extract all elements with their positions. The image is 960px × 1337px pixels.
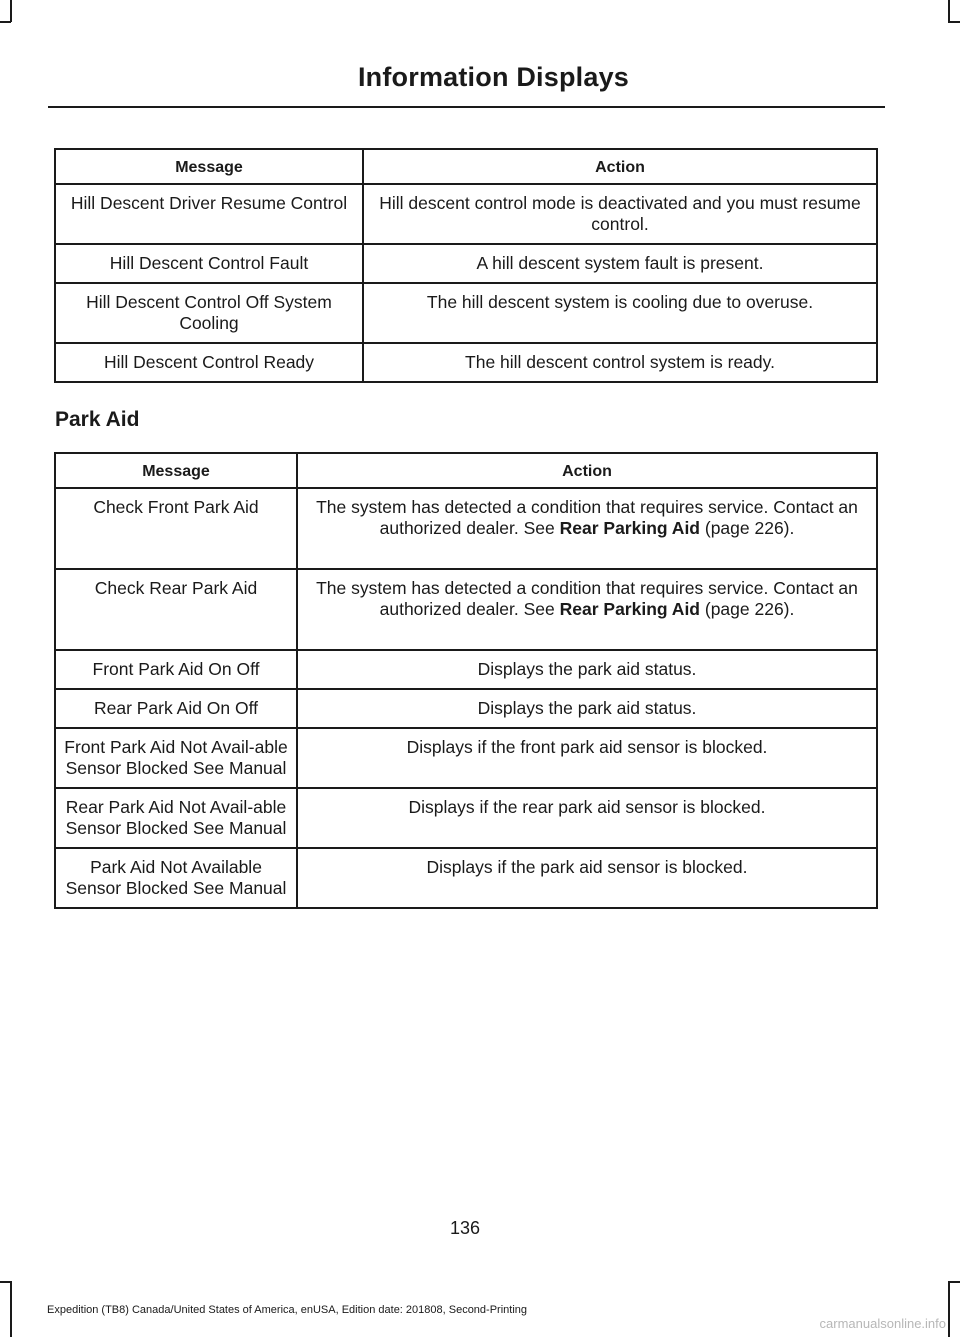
- table-row: [55, 488, 877, 569]
- message-cell: Front Park Aid Not Avail-able Sensor Blocked See Manual: [55, 728, 297, 788]
- rear-parking-aid-link[interactable]: Rear Parking Aid: [559, 518, 700, 538]
- action-cell: Displays the park aid status.: [297, 689, 877, 728]
- table-row: [55, 184, 877, 244]
- message-cell: Front Park Aid On Off: [55, 650, 297, 689]
- header-divider: [48, 106, 885, 108]
- action-cell: [297, 488, 877, 569]
- column-header-message: Message: [55, 149, 363, 184]
- table-row: [55, 650, 877, 689]
- rear-parking-aid-link[interactable]: Rear Parking Aid: [559, 599, 700, 619]
- action-cell: Displays the park aid status.: [297, 650, 877, 689]
- section-heading-park-aid: Park Aid: [55, 408, 140, 431]
- message-cell: Check Rear Park Aid: [55, 569, 297, 650]
- action-text: The system has detected a condition that requires service. Contact an authorized dealer. See: [316, 497, 858, 538]
- hill-descent-table: [54, 148, 878, 383]
- crop-mark: [10, 1281, 12, 1337]
- table-row: [55, 283, 877, 343]
- action-cell: Displays if the park aid sensor is blocked.: [297, 848, 877, 908]
- action-cell: [297, 569, 877, 650]
- message-cell: Hill Descent Control Fault: [55, 244, 363, 283]
- crop-mark: [10, 0, 12, 22]
- action-cell: Displays if the front park aid sensor is blocked.: [297, 728, 877, 788]
- crop-mark: [948, 21, 960, 23]
- crop-mark: [948, 1281, 960, 1283]
- message-cell: Check Front Park Aid: [55, 488, 297, 569]
- action-cell: The hill descent control system is ready.: [363, 343, 877, 382]
- table-row: [55, 788, 877, 848]
- action-cell: Displays if the rear park aid sensor is blocked.: [297, 788, 877, 848]
- action-cell: The hill descent system is cooling due to overuse.: [363, 283, 877, 343]
- message-cell: Hill Descent Control Ready: [55, 343, 363, 382]
- message-cell: Park Aid Not Available Sensor Blocked See Manual: [55, 848, 297, 908]
- table-row: [55, 689, 877, 728]
- action-text: The system has detected a condition that requires service. Contact an authorized dealer. See: [316, 578, 858, 619]
- message-cell: Hill Descent Control Off System Cooling: [55, 283, 363, 343]
- edition-footer: Expedition (TB8) Canada/United States of America, enUSA, Edition date: 201808, Second-Printing: [47, 1304, 528, 1316]
- crop-mark: [948, 0, 950, 22]
- table-header-row: [55, 453, 877, 488]
- table-row: [55, 848, 877, 908]
- page-title: Information Displays: [357, 62, 629, 92]
- column-header-message: Message: [55, 453, 297, 488]
- action-cell: Hill descent control mode is deactivated and you must resume control.: [363, 184, 877, 244]
- message-cell: Hill Descent Driver Resume Control: [55, 184, 363, 244]
- message-cell: Rear Park Aid On Off: [55, 689, 297, 728]
- action-cell: A hill descent system fault is present.: [363, 244, 877, 283]
- table-row: [55, 728, 877, 788]
- table-row: [55, 569, 877, 650]
- crop-mark: [0, 21, 11, 23]
- page-number: 136: [449, 1218, 481, 1238]
- table-row: [55, 244, 877, 283]
- table-header-row: [55, 149, 877, 184]
- page-reference: (page 226).: [700, 518, 795, 538]
- crop-mark: [948, 1281, 950, 1337]
- message-cell: Rear Park Aid Not Avail-able Sensor Blocked See Manual: [55, 788, 297, 848]
- page-reference: (page 226).: [700, 599, 795, 619]
- park-aid-table: [54, 452, 878, 909]
- column-header-action: Action: [363, 149, 877, 184]
- table-row: [55, 343, 877, 382]
- column-header-action: Action: [297, 453, 877, 488]
- watermark: carmanualsonline.info: [819, 1316, 946, 1331]
- crop-mark: [0, 1281, 11, 1283]
